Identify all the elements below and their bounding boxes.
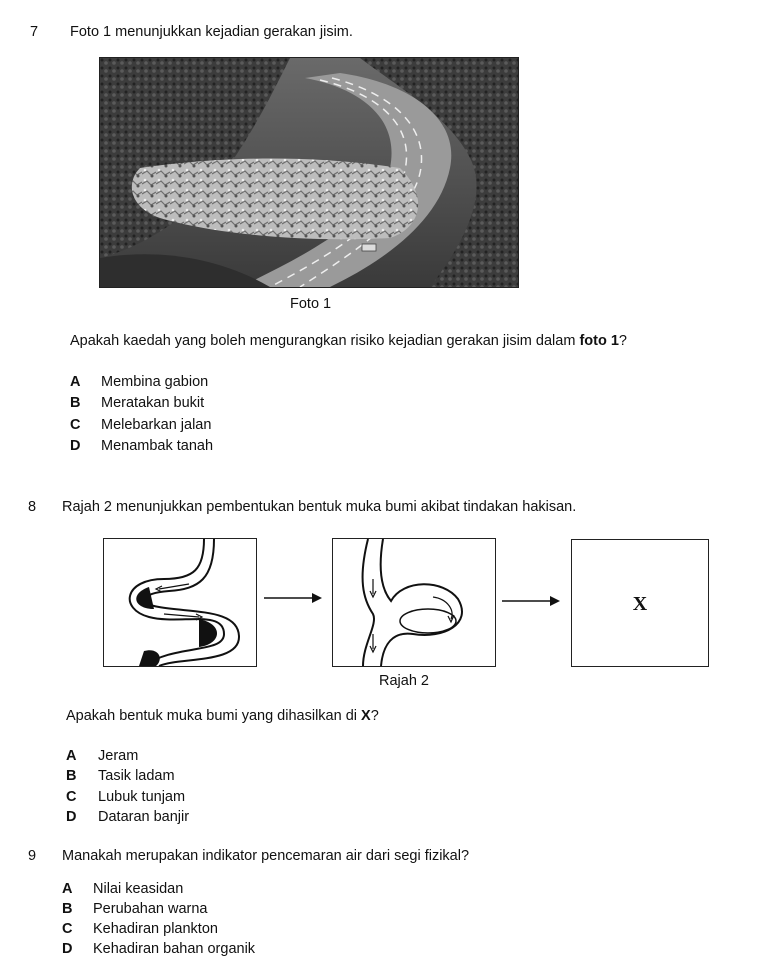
- option-letter: C: [62, 921, 73, 937]
- q8-option-b[interactable]: [66, 768, 175, 784]
- q8-question: [66, 708, 379, 724]
- option-text: Dataran banjir: [98, 809, 190, 825]
- q9-stem: Manakah merupakan indikator pencemaran air dari segi fizikal?: [62, 848, 470, 864]
- q7-question: [70, 333, 627, 349]
- photo-caption: Foto 1: [290, 296, 332, 312]
- q7-option-c[interactable]: [70, 417, 212, 433]
- option-letter: A: [62, 881, 73, 897]
- option-text: Menambak tanah: [101, 438, 214, 454]
- option-letter: D: [70, 438, 81, 454]
- q9-option-d[interactable]: [62, 941, 256, 957]
- q7-option-a[interactable]: [70, 374, 209, 390]
- q8-option-a[interactable]: [66, 748, 139, 764]
- option-letter: B: [62, 901, 73, 917]
- q8-number: 8: [28, 499, 37, 515]
- arrow-2: [502, 595, 562, 611]
- q8-question-bold: X: [361, 708, 371, 724]
- q7-number: 7: [30, 24, 39, 40]
- option-text: Lubuk tunjam: [98, 789, 186, 805]
- option-text: Membina gabion: [101, 374, 209, 390]
- q7-question-end: ?: [618, 333, 627, 349]
- option-letter: B: [70, 395, 81, 411]
- q7-question-text: Apakah kaedah yang boleh mengurangkan risiko kejadian gerakan jisim dalam: [70, 333, 580, 349]
- q8-option-d[interactable]: [66, 809, 190, 825]
- diagram-stage-2: [332, 538, 496, 667]
- option-text: Kehadiran plankton: [93, 921, 218, 937]
- q8-question-text: Apakah bentuk muka bumi yang dihasilkan di: [66, 708, 362, 724]
- landslide-photo: [99, 57, 519, 288]
- q9-option-b[interactable]: [62, 901, 208, 917]
- q9-option-c[interactable]: [62, 921, 218, 937]
- q8-option-c[interactable]: [66, 789, 186, 805]
- option-text: Nilai keasidan: [93, 881, 184, 897]
- q7-stem: Foto 1 menunjukkan kejadian gerakan jisim.: [70, 24, 353, 40]
- q8-question-end: ?: [370, 708, 379, 724]
- box-x-label: X: [632, 593, 648, 615]
- option-text: Perubahan warna: [93, 901, 208, 917]
- option-letter: A: [66, 748, 77, 764]
- option-letter: C: [66, 789, 77, 805]
- option-text: Tasik ladam: [98, 768, 175, 784]
- option-text: Jeram: [98, 748, 139, 764]
- diagram-stage-x: [571, 539, 709, 667]
- option-text: Meratakan bukit: [101, 395, 205, 411]
- option-text: Kehadiran bahan organik: [93, 941, 256, 957]
- arrow-1: [264, 592, 324, 608]
- q9-option-a[interactable]: [62, 881, 184, 897]
- option-letter: D: [62, 941, 73, 957]
- q7-option-b[interactable]: [70, 395, 205, 411]
- option-letter: B: [66, 768, 77, 784]
- q7-question-bold: foto 1: [579, 333, 619, 349]
- q8-stem: Rajah 2 menunjukkan pembentukan bentuk muka bumi akibat tindakan hakisan.: [62, 499, 577, 515]
- q9-number: 9: [28, 848, 37, 864]
- option-letter: D: [66, 809, 77, 825]
- option-text: Melebarkan jalan: [101, 417, 212, 433]
- diagram-caption: Rajah 2: [379, 673, 429, 689]
- option-letter: C: [70, 417, 81, 433]
- option-letter: A: [70, 374, 81, 390]
- q7-option-d[interactable]: [70, 438, 214, 454]
- diagram-stage-1: [103, 538, 257, 667]
